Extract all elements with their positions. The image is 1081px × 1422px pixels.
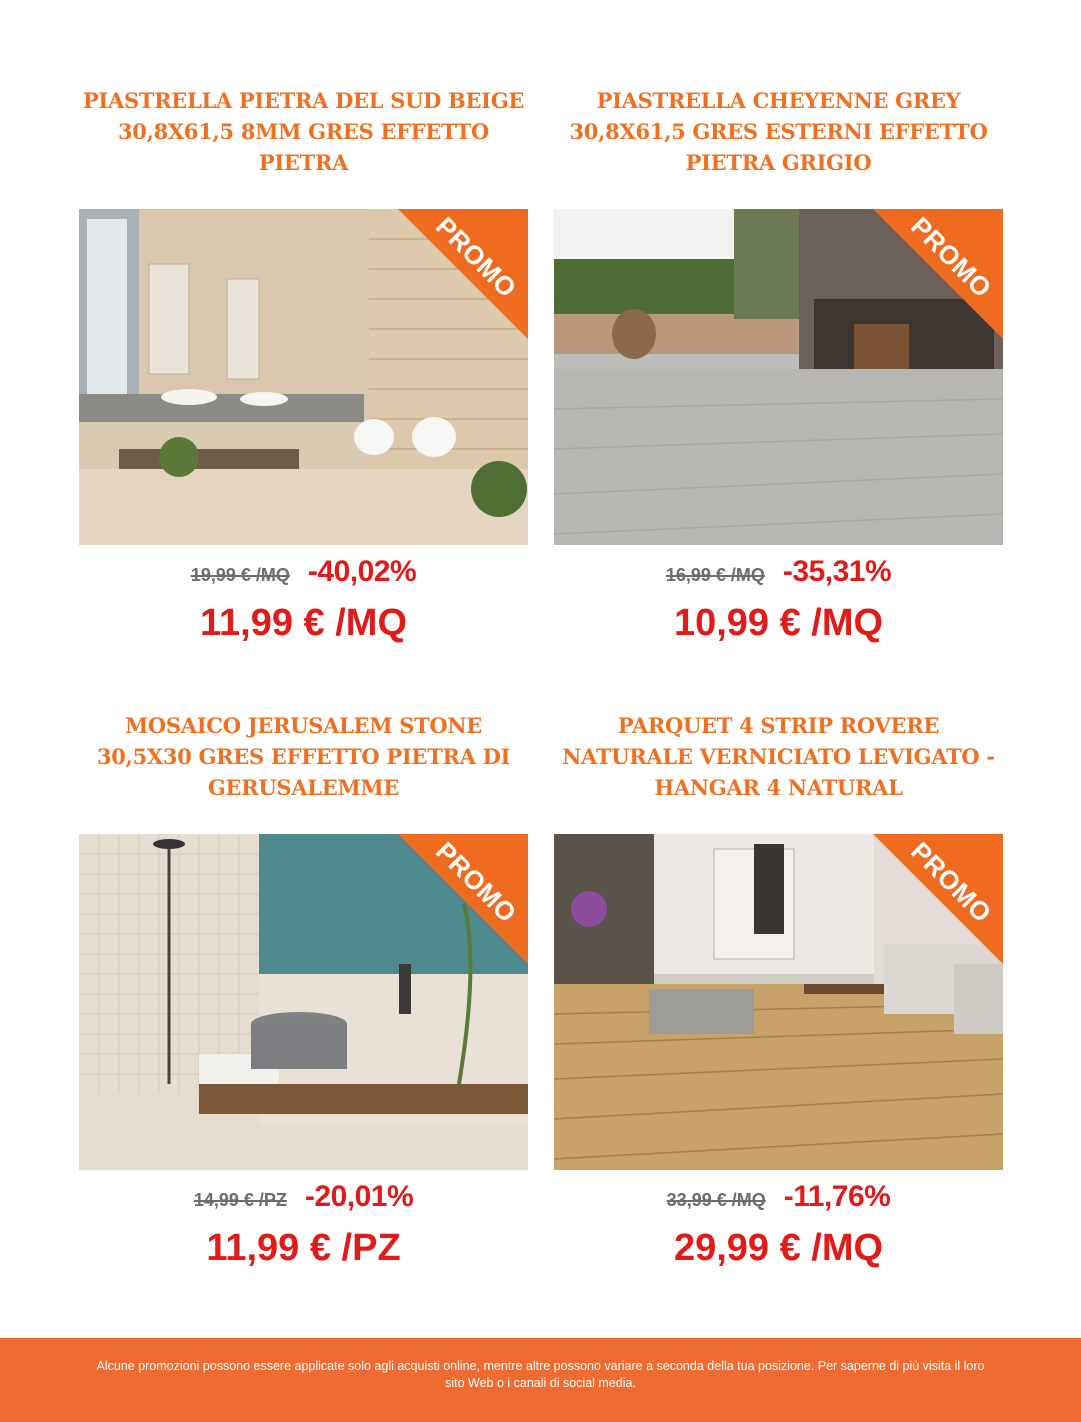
price-row xyxy=(79,555,528,599)
promo-label: PROMO xyxy=(430,210,523,304)
promo-badge xyxy=(873,834,1003,964)
price-row xyxy=(79,1180,528,1224)
product-card[interactable] xyxy=(554,710,1003,1269)
new-price: 11,99 € /MQ xyxy=(199,602,407,644)
discount-percent: -11,76% xyxy=(783,1180,891,1213)
new-price: 11,99 € /PZ xyxy=(206,1227,401,1269)
product-card[interactable] xyxy=(79,710,528,1269)
price-row xyxy=(554,555,1003,599)
product-image-living-room[interactable] xyxy=(554,834,1003,1170)
new-price: 29,99 € /MQ xyxy=(673,1227,884,1269)
product-image-mosaic[interactable] xyxy=(79,834,528,1170)
footer-disclaimer: Alcune promozioni possono essere applicate solo agli acquisti online, mentre altre possono variare a seconda della tua posizione. Per saperne di più visita il loro sito Web o i canali di social media. xyxy=(96,1359,985,1390)
old-price: 33,99 € /MQ xyxy=(666,1190,766,1210)
promo-label: PROMO xyxy=(905,835,998,929)
product-image-terrace[interactable] xyxy=(554,209,1003,545)
old-price: 19,99 € /MQ xyxy=(190,565,290,585)
discount-percent: -35,31% xyxy=(782,555,892,588)
product-title[interactable]: PIASTRELLA CHEYENNE GREY 30,8X61,5 GRES ESTERNI EFFETTO PIETRA GRIGIO xyxy=(569,88,988,175)
price-block xyxy=(79,1180,528,1272)
product-card[interactable] xyxy=(554,85,1003,644)
discount-percent: -40,02% xyxy=(307,555,417,588)
product-title[interactable]: PIASTRELLA PIETRA DEL SUD BEIGE 30,8X61,5 8MM GRES EFFETTO PIETRA xyxy=(82,88,525,175)
price-row xyxy=(554,1180,1003,1224)
footer-banner xyxy=(0,1338,1081,1422)
discount-percent: -20,01% xyxy=(304,1180,414,1213)
promo-label: PROMO xyxy=(430,835,523,929)
product-title[interactable]: MOSAICO JERUSALEM STONE 30,5X30 GRES EFFETTO PIETRA DI GERUSALEMME xyxy=(96,713,511,800)
product-image-bathroom[interactable] xyxy=(79,209,528,545)
price-block xyxy=(554,555,1003,647)
promo-label: PROMO xyxy=(905,210,998,304)
new-price: 10,99 € /MQ xyxy=(673,602,884,644)
product-title[interactable]: PARQUET 4 STRIP ROVERE NATURALE VERNICIATO LEVIGATO - HANGAR 4 NATURAL xyxy=(562,713,995,800)
product-card[interactable] xyxy=(79,85,528,644)
price-block xyxy=(79,555,528,647)
promo-badge xyxy=(398,209,528,339)
price-block xyxy=(554,1180,1003,1272)
promo-badge xyxy=(398,834,528,964)
promo-badge xyxy=(873,209,1003,339)
old-price: 14,99 € /PZ xyxy=(193,1190,287,1210)
old-price: 16,99 € /MQ xyxy=(665,565,765,585)
